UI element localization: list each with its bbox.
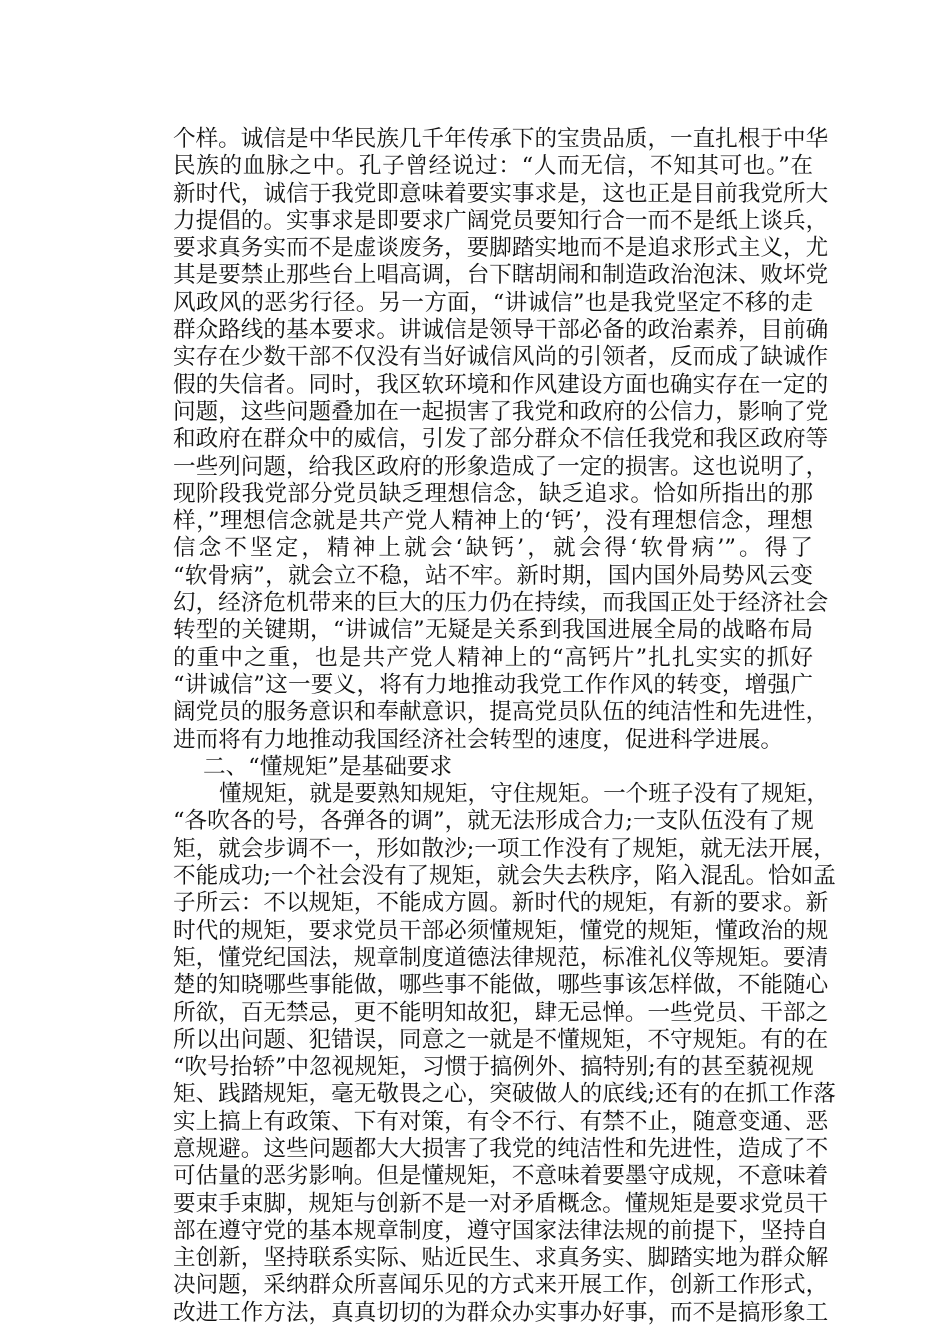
text-line: 所以出问题、犯错误，同意之一就是不懂规矩，不守规矩。有的在 <box>173 1026 829 1053</box>
text-line: 所欲，百无禁忌，更不能明知故犯，肆无忌惮。一些党员、干部之 <box>173 999 829 1026</box>
text-line: “软骨病”，就会立不稳，站不牢。新时期，国内国外局势风云变 <box>173 562 813 589</box>
text-line: 意规避。这些问题都大大损害了我党的纯洁性和先进性，造成了不 <box>173 1135 829 1162</box>
text-line: 和政府在群众中的威信，引发了部分群众不信任我党和我区政府等 <box>173 426 829 453</box>
text-line: 实上搞上有政策、下有对策，有令不行、有禁不止，随意变通、恶 <box>173 1108 829 1135</box>
text-line: 决问题，采纳群众所喜闻乐见的方式来开展工作，创新工作形式， <box>173 1272 829 1299</box>
text-line: 现阶段我党部分党员缺乏理想信念，缺乏追求。恰如所指出的那 <box>173 480 813 507</box>
text-line: 样，”理想信念就是共产党人精神上的‘钙’，没有理想信念，理想 <box>173 508 813 535</box>
body-text <box>173 126 836 1327</box>
text-line: “讲诚信”这一要义，将有力地推动我党工作作风的转变，增强广 <box>173 671 813 698</box>
text-line: 时代的规矩，要求党员干部必须懂规矩，懂党的规矩，懂政治的规 <box>173 917 829 944</box>
text-line: “吹号抬轿”中忽视规矩，习惯于搞例外、搞特别;有的甚至藐视规 <box>173 1054 814 1081</box>
text-line: 民族的血脉之中。孔子曾经说过：“人而无信，不知其可也。”在 <box>173 153 813 180</box>
text-line: 力提倡的。实事求是即要求广阔党员要知行合一而不是纸上谈兵， <box>173 207 829 234</box>
text-line: 部在遵守党的基本规章制度，遵守国家法律法规的前提下，坚持自 <box>173 1217 829 1244</box>
text-line: 的重中之重，也是共产党人精神上的“高钙片”扎扎实实的抓好 <box>173 644 813 671</box>
text-line: 楚的知晓哪些事能做，哪些事不能做，哪些事该怎样做，不能随心 <box>173 972 829 999</box>
text-line: 矩、践踏规矩，毫无敬畏之心，突破做人的底线;还有的在抓工作落 <box>173 1081 836 1108</box>
text-line: 假的失信者。同时，我区软环境和作风建设方面也确实存在一定的 <box>173 371 829 398</box>
text-line: 要束手束脚，规矩与创新不是一对矛盾概念。懂规矩是要求党员干 <box>173 1190 829 1217</box>
text-line: “各吹各的号，各弹各的调”，就无法形成合力;一支队伍没有了规 <box>173 808 814 835</box>
text-line: 主创新，坚持联系实际、贴近民生、求真务实、脚踏实地为群众解 <box>173 1245 829 1272</box>
text-line: 要求真务实而不是虚谈废务，要脚踏实地而不是追求形式主义，尤 <box>173 235 829 262</box>
paragraph-integrity <box>173 126 829 754</box>
text-line: 风政风的恶劣行径。另一方面，“讲诚信”也是我党坚定不移的走 <box>173 289 813 316</box>
text-line: 不能成功;一个社会没有了规矩，就会失去秩序，陷入混乱。恰如孟 <box>173 863 836 890</box>
text-line: 阔党员的服务意识和奉献意识，提高党员队伍的纯洁性和先进性， <box>173 699 829 726</box>
text-line: 转型的关键期，“讲诚信”无疑是关系到我国进展全局的战略布局 <box>173 617 813 644</box>
section-heading: 二、“懂规矩”是基础要求 <box>203 753 453 780</box>
text-line: 问题，这些问题叠加在一起损害了我党和政府的公信力，影响了党 <box>173 398 829 425</box>
text-line: 信念不坚定，精神上就会‘缺钙’，就会得‘软骨病’”。得了 <box>173 535 813 562</box>
text-line: 进而将有力地推动我国经济社会转型的速度，促进科学进展。 <box>173 726 784 753</box>
text-line: 懂规矩，就是要熟知规矩，守住规矩。一个班子没有了规矩， <box>219 781 830 808</box>
paragraph-rules <box>173 781 836 1327</box>
text-line: 一些列问题，给我区政府的形象造成了一定的损害。这也说明了， <box>173 453 829 480</box>
text-line: 群众路线的基本要求。讲诚信是领导干部必备的政治素养，目前确 <box>173 317 829 344</box>
text-line: 个样。诚信是中华民族几千年传承下的宝贵品质，一直扎根于中华 <box>173 126 829 152</box>
text-line: 幻，经济危机带来的巨大的压力仍在持续，而我国正处于经济社会 <box>173 590 829 617</box>
text-line: 矩，懂党纪国法，规章制度道德法律规范，标准礼仪等规矩。要清 <box>173 944 829 971</box>
text-line: 改进工作方法，真真切切的为群众办实事办好事，而不是搞形象工 <box>173 1299 829 1326</box>
text-line: 其是要禁止那些台上唱高调，台下瞎胡闹和制造政治泡沫、败坏党 <box>173 262 829 289</box>
text-line: 实存在少数干部不仅没有当好诚信风尚的引领者，反而成了缺诚作 <box>173 344 829 371</box>
text-line: 新时代，诚信于我党即意味着要实事求是，这也正是目前我党所大 <box>173 180 829 207</box>
text-line: 矩，就会步调不一，形如散沙;一项工作没有了规矩，就无法开展， <box>173 835 836 862</box>
text-line: 子所云：不以规矩，不能成方圆。新时代的规矩，有新的要求。新 <box>173 890 829 917</box>
text-line: 可估量的恶劣影响。但是懂规矩，不意味着要墨守成规，不意味着 <box>173 1163 829 1190</box>
